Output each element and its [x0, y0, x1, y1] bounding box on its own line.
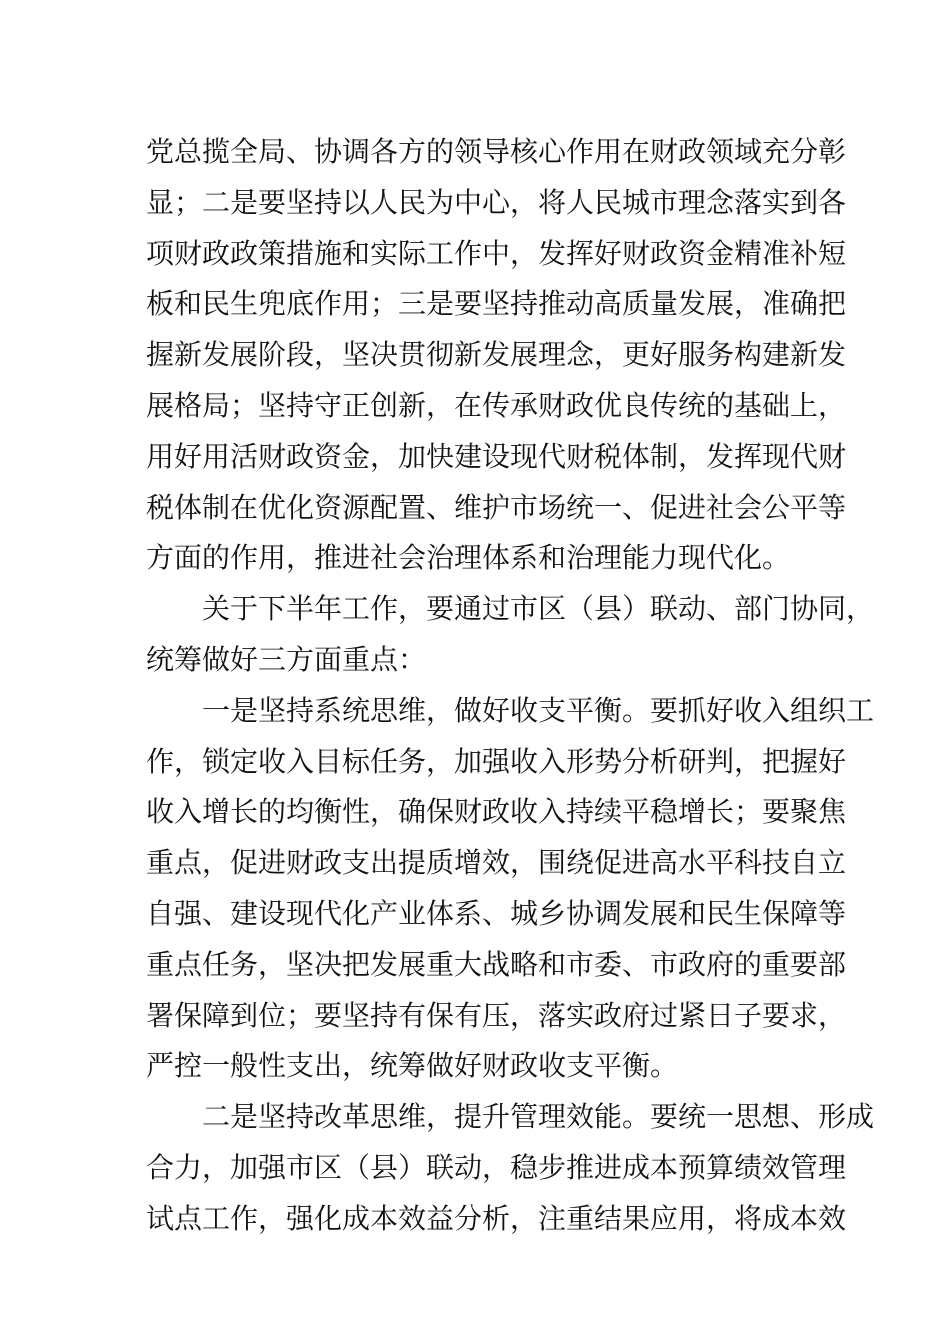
text-line: 合力，加强市区（县）联动，稳步推进成本预算绩效管理 [146, 1150, 847, 1184]
text-line: 方面的作用，推进社会治理体系和治理能力现代化。 [146, 541, 791, 575]
text-line: 重点任务，坚决把发展重大战略和市委、市政府的重要部 [146, 947, 847, 981]
text-line: 关于下半年工作，要通过市区（县）联动、部门协同， [146, 592, 875, 626]
text-line: 税体制在优化资源配置、维护市场统一、促进社会公平等 [146, 490, 847, 524]
text-line: 用好用活财政资金，加快建设现代财税体制，发挥现代财 [146, 439, 847, 473]
text-line: 重点，促进财政支出提质增效，围绕促进高水平科技自立 [146, 846, 847, 880]
document-body [146, 127, 875, 1245]
text-line: 显；二是要坚持以人民为中心，将人民城市理念落实到各 [146, 185, 847, 219]
text-line: 试点工作，强化成本效益分析，注重结果应用，将成本效 [146, 1201, 847, 1235]
text-line: 严控一般性支出，统筹做好财政收支平衡。 [146, 1049, 679, 1083]
text-line: 板和民生兜底作用；三是要坚持推动高质量发展，准确把 [146, 287, 847, 321]
text-line: 署保障到位；要坚持有保有压，落实政府过紧日子要求， [146, 998, 847, 1032]
text-line: 作，锁定收入目标任务，加强收入形势分析研判，把握好 [146, 744, 847, 778]
text-line: 收入增长的均衡性，确保财政收入持续平稳增长；要聚焦 [146, 795, 847, 829]
text-line: 统筹做好三方面重点： [146, 642, 427, 676]
text-line: 一是坚持系统思维，做好收支平衡。要抓好收入组织工 [146, 693, 875, 727]
text-line: 党总揽全局、协调各方的领导核心作用在财政领域充分彰 [146, 135, 847, 168]
text-line: 握新发展阶段，坚决贯彻新发展理念，更好服务构建新发 [146, 338, 847, 372]
text-line: 展格局；坚持守正创新，在传承财政优良传统的基础上， [146, 388, 847, 422]
text-line: 项财政政策措施和实际工作中，发挥好财政资金精准补短 [146, 236, 847, 270]
text-line: 二是坚持改革思维，提升管理效能。要统一思想、形成 [146, 1100, 875, 1134]
text-line: 自强、建设现代化产业体系、城乡协调发展和民生保障等 [146, 896, 847, 930]
